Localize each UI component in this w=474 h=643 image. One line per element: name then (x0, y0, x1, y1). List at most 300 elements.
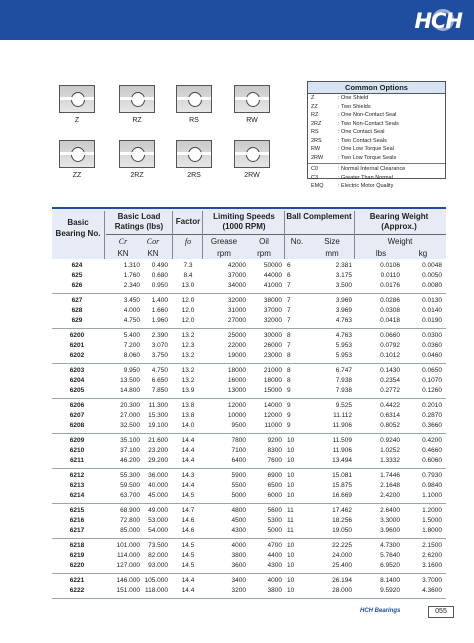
weight-kg: 0.9840 (422, 482, 442, 489)
weight-lbs: 4.7300 (380, 542, 400, 549)
ball-count: 9 (287, 402, 291, 409)
header-fo: fo (184, 237, 192, 246)
ball-count: 7 (287, 297, 291, 304)
oil-rpm: 6500 (267, 482, 282, 489)
oil-rpm: 4300 (267, 562, 282, 569)
bearing-spec-table (52, 207, 446, 599)
weight-kg: 0.1260 (422, 387, 442, 394)
ball-size: 11.509 (332, 437, 352, 444)
fo-value: 14.5 (181, 562, 195, 569)
cor-value: 0.950 (151, 282, 168, 289)
weight-kg: 0.4660 (422, 447, 442, 454)
cr-value: 114.000 (116, 552, 140, 559)
oil-rpm: 50000 (263, 262, 282, 269)
ball-size: 5.953 (335, 342, 352, 349)
weight-lbs: 6.9520 (380, 562, 400, 569)
table-row (52, 261, 446, 271)
cr-value: 55.300 (120, 472, 140, 479)
cor-value: 15.300 (148, 412, 168, 419)
grease-rpm: 18000 (227, 367, 246, 374)
option-code: RZ (311, 112, 319, 118)
bearing-type-code: 2RW (244, 172, 260, 179)
weight-lbs: 2.4200 (380, 492, 400, 499)
cr-value: 4.750 (123, 317, 140, 324)
option-row (308, 165, 445, 174)
ball-size: 7.938 (335, 377, 352, 384)
fo-value: 14.0 (181, 422, 195, 429)
fo-value: 14.4 (181, 437, 195, 444)
option-row (308, 145, 445, 154)
bearing-cross-section-icon (119, 140, 155, 168)
table-row (52, 376, 446, 386)
row-group (52, 364, 446, 399)
fo-value: 12.0 (181, 307, 195, 314)
ball-size: 13.494 (332, 457, 352, 464)
bearing-no: 629 (71, 317, 83, 324)
header-lbs: lbs (375, 249, 387, 258)
grease-rpm: 19000 (227, 352, 246, 359)
option-desc: : One Shield (338, 95, 369, 101)
oil-rpm: 23000 (263, 352, 282, 359)
header-col-divider (104, 211, 105, 259)
weight-lbs: 0.0106 (380, 262, 400, 269)
ball-size: 4.763 (335, 317, 352, 324)
grease-rpm: 7100 (231, 447, 246, 454)
weight-kg: 0.0080 (422, 282, 442, 289)
bearing-no: 624 (71, 262, 83, 269)
weight-lbs: 3.3000 (380, 517, 400, 524)
cor-value: 82.000 (148, 552, 168, 559)
oil-rpm: 5600 (267, 507, 282, 514)
bearing-cross-section-icon (176, 140, 212, 168)
header-kn1: KN (117, 249, 129, 258)
grease-rpm: 4500 (231, 517, 246, 524)
ball-size: 18.256 (332, 517, 352, 524)
weight-kg: 4.3600 (422, 587, 442, 594)
cr-value: 127.000 (116, 562, 140, 569)
page-number: 055 (428, 606, 454, 618)
option-row (308, 120, 445, 129)
ball-count: 7 (287, 342, 291, 349)
bearing-no: 626 (71, 282, 83, 289)
weight-lbs: 8.1400 (380, 577, 400, 584)
oil-rpm: 6000 (267, 492, 282, 499)
brand-logo: HCH (414, 9, 462, 33)
header-cor: Cor (146, 237, 160, 246)
cor-value: 45.000 (148, 492, 168, 499)
fo-value: 14.4 (181, 447, 195, 454)
ball-count: 7 (287, 317, 291, 324)
grease-rpm: 5500 (231, 482, 246, 489)
option-desc: : Electric Motor Quality (338, 183, 394, 189)
ball-count: 10 (287, 482, 295, 489)
cr-value: 9.950 (123, 367, 140, 374)
table-row (52, 456, 446, 466)
cor-value: 49.000 (148, 507, 168, 514)
bearing-type-figure (57, 138, 97, 182)
bearing-cross-section-icon (119, 85, 155, 113)
oil-rpm: 44000 (263, 272, 282, 279)
fo-value: 13.2 (181, 332, 195, 339)
ball-count: 8 (287, 352, 291, 359)
cr-value: 1.760 (123, 272, 140, 279)
option-row (308, 182, 445, 191)
cr-value: 8.060 (123, 352, 140, 359)
cr-value: 146.000 (116, 577, 140, 584)
weight-kg: 0.2870 (422, 412, 442, 419)
weight-lbs: 0.8052 (380, 422, 400, 429)
oil-rpm: 8300 (267, 447, 282, 454)
weight-kg: 2.6200 (422, 552, 442, 559)
option-code: 2RS (311, 137, 322, 144)
cr-value: 68.900 (120, 507, 140, 514)
footer-brand: HCH Bearings (360, 608, 401, 614)
bearing-no: 6205 (69, 387, 85, 394)
bearing-no: 6202 (69, 352, 85, 359)
grease-rpm: 6400 (231, 457, 246, 464)
weight-kg: 0.0048 (422, 262, 442, 269)
weight-lbs: 0.2354 (380, 377, 400, 384)
ball-size: 11.906 (332, 422, 352, 429)
fo-value: 13.0 (181, 282, 195, 289)
weight-kg: 1.5000 (422, 517, 442, 524)
cor-value: 29.200 (148, 457, 168, 464)
bearing-type-figure (117, 83, 157, 127)
cr-value: 63.700 (120, 492, 140, 499)
option-desc: : One Low Torque Seal (338, 146, 394, 152)
cr-value: 2.340 (123, 282, 140, 289)
table-row (52, 366, 446, 376)
ball-size: 7.938 (335, 387, 352, 394)
fo-value: 14.4 (181, 482, 195, 489)
row-group (52, 434, 446, 469)
options-divider (308, 163, 445, 164)
ball-size: 16.669 (332, 492, 352, 499)
ball-count: 9 (287, 412, 291, 419)
cr-value: 4.000 (123, 307, 140, 314)
weight-kg: 2.1500 (422, 542, 442, 549)
header-col-divider (354, 211, 355, 259)
bearing-no: 6204 (69, 377, 85, 384)
cor-value: 0.680 (151, 272, 168, 279)
header-kn2: KN (147, 249, 159, 258)
row-group (52, 539, 446, 574)
bearing-type-figure (57, 83, 97, 127)
bearing-no: 6203 (69, 367, 85, 374)
grease-rpm: 4000 (231, 542, 246, 549)
option-desc: : Normal Internal Clearance (338, 166, 406, 172)
table-row (52, 561, 446, 571)
row-group (52, 469, 446, 504)
bearing-cross-section-icon (234, 85, 270, 113)
bearing-type-figure (232, 138, 272, 182)
ball-size: 6.747 (335, 367, 352, 374)
table-row (52, 471, 446, 481)
table-row (52, 481, 446, 491)
grease-rpm: 34000 (227, 282, 246, 289)
bearing-no: 6201 (69, 342, 85, 349)
option-desc: : Two Non-Contact Seals (338, 120, 399, 127)
header-kg: kg (418, 249, 428, 258)
option-desc: : One Contact Seal (338, 129, 385, 135)
table-row (52, 296, 446, 306)
fo-value: 14.4 (181, 457, 195, 464)
cor-value: 105.000 (144, 577, 168, 584)
ball-count: 10 (287, 447, 295, 454)
option-row (308, 94, 445, 103)
weight-kg: 0.1070 (422, 377, 442, 384)
grease-rpm: 31000 (227, 307, 246, 314)
table-row (52, 331, 446, 341)
option-code: C3 (311, 174, 319, 181)
cor-value: 6.650 (151, 377, 168, 384)
option-code: EMQ (311, 183, 324, 189)
header-col-divider (202, 211, 203, 259)
cr-value: 151.000 (116, 587, 140, 594)
grease-rpm: 9500 (231, 422, 246, 429)
cr-value: 32.500 (120, 422, 140, 429)
fo-value: 14.5 (181, 552, 195, 559)
ball-count: 8 (287, 367, 291, 374)
cor-value: 2.390 (151, 332, 168, 339)
fo-value: 12.0 (181, 297, 195, 304)
ball-count: 6 (287, 272, 291, 279)
cor-value: 1.400 (151, 297, 168, 304)
bearing-no: 6207 (69, 412, 85, 419)
oil-rpm: 4400 (267, 552, 282, 559)
table-row (52, 551, 446, 561)
table-row (52, 316, 446, 326)
weight-lbs: 0.1430 (380, 367, 400, 374)
bearing-cross-section-icon (234, 140, 270, 168)
cor-value: 0.490 (151, 262, 168, 269)
oil-rpm: 6900 (267, 472, 282, 479)
grease-rpm: 3400 (231, 577, 246, 584)
header-bar (0, 0, 474, 40)
weight-lbs: 0.1012 (380, 352, 400, 359)
ball-count: 10 (287, 437, 295, 444)
ball-count: 10 (287, 552, 295, 559)
fo-value: 7.3 (183, 262, 193, 269)
header-col-divider (284, 211, 285, 259)
bearing-no: 6211 (69, 457, 85, 464)
header-weight-sub: Weight (387, 237, 413, 246)
cor-value: 23.200 (148, 447, 168, 454)
bearing-no: 6218 (69, 542, 85, 549)
grease-rpm: 37000 (227, 272, 246, 279)
oil-rpm: 9200 (267, 437, 282, 444)
bearing-no: 627 (71, 297, 83, 304)
header-no: No. (290, 237, 304, 246)
cor-value: 7.850 (151, 387, 168, 394)
row-group (52, 259, 446, 294)
fo-value: 13.8 (181, 412, 195, 419)
table-row (52, 516, 446, 526)
cr-value: 85.000 (120, 527, 140, 534)
grease-rpm: 32000 (227, 297, 246, 304)
oil-rpm: 21000 (263, 367, 282, 374)
oil-rpm: 41000 (263, 282, 282, 289)
weight-lbs: 1.7446 (380, 472, 400, 479)
cr-value: 101.000 (116, 542, 140, 549)
fo-value: 14.6 (181, 527, 195, 534)
header-divider (106, 234, 446, 235)
cr-value: 13.500 (120, 377, 140, 384)
option-row (308, 111, 445, 120)
row-group (52, 399, 446, 434)
cr-value: 27.000 (120, 412, 140, 419)
cor-value: 11.300 (148, 402, 168, 409)
header-speed: Limiting Speeds (1000 RPM) (213, 212, 275, 231)
ball-count: 11 (287, 527, 294, 534)
common-options-title: Common Options (308, 82, 445, 94)
bearing-no: 6208 (69, 422, 85, 429)
ball-size: 22.225 (332, 542, 352, 549)
bearing-no: 6220 (69, 562, 85, 569)
option-desc: : One Non-Contact Seal (338, 112, 397, 118)
oil-rpm: 32000 (263, 317, 282, 324)
ball-size: 15.875 (332, 482, 352, 489)
weight-kg: 0.0130 (422, 297, 442, 304)
oil-rpm: 5300 (267, 517, 282, 524)
weight-kg: 0.6060 (422, 457, 442, 464)
oil-rpm: 4000 (267, 577, 282, 584)
ball-size: 3.969 (335, 297, 352, 304)
bearing-type-code: RW (246, 117, 258, 124)
ball-count: 9 (287, 422, 291, 429)
grease-rpm: 16000 (227, 377, 246, 384)
oil-rpm: 15000 (263, 387, 282, 394)
bearing-no: 6219 (69, 552, 85, 559)
bearing-type-code: RZ (132, 117, 142, 124)
common-options-box (307, 81, 446, 189)
bearing-type-figure (174, 138, 214, 182)
header-weight: Bearing Weight (Approx.) (369, 212, 429, 231)
ball-count: 9 (287, 387, 291, 394)
fo-value: 13.8 (181, 402, 195, 409)
grease-rpm: 12000 (227, 402, 246, 409)
weight-lbs: 0.0176 (380, 282, 400, 289)
weight-kg: 1.8000 (422, 527, 442, 534)
fo-value: 14.4 (181, 577, 195, 584)
option-row (308, 128, 445, 137)
cr-value: 37.100 (120, 447, 140, 454)
ball-size: 9.525 (335, 402, 352, 409)
weight-kg: 0.3660 (422, 422, 442, 429)
option-desc: : Greater Than Normal (338, 174, 393, 181)
ball-size: 28.000 (332, 587, 352, 594)
header-rpm1: rpm (217, 249, 231, 258)
oil-rpm: 7600 (267, 457, 282, 464)
grease-rpm: 3800 (231, 552, 246, 559)
ball-size: 17.462 (332, 507, 352, 514)
ball-size: 2.381 (335, 262, 352, 269)
weight-lbs: 0.0308 (380, 307, 400, 314)
ball-size: 24.000 (332, 552, 352, 559)
bearing-no: 6221 (69, 577, 85, 584)
ball-count: 10 (287, 472, 295, 479)
weight-lbs: 0.0792 (380, 342, 400, 349)
header-oil: Oil (259, 237, 269, 246)
grease-rpm: 27000 (227, 317, 246, 324)
cr-value: 14.800 (120, 387, 140, 394)
fo-value: 14.5 (181, 492, 195, 499)
ball-count: 11 (287, 517, 294, 524)
weight-kg: 0.0140 (422, 307, 442, 314)
option-desc: : Two Low Torque Seals (338, 154, 397, 161)
oil-rpm: 11000 (264, 422, 282, 429)
table-row (52, 411, 446, 421)
weight-lbs: 2.1648 (380, 482, 400, 489)
cr-value: 72.800 (120, 517, 140, 524)
bearing-no: 6206 (69, 402, 85, 409)
oil-rpm: 14000 (263, 402, 282, 409)
weight-lbs: 0.0660 (380, 332, 400, 339)
option-code: ZZ (311, 103, 318, 110)
cor-value: 1.960 (151, 317, 168, 324)
weight-lbs: 0.6314 (380, 412, 400, 419)
fo-value: 12.3 (181, 342, 195, 349)
ball-size: 11.112 (333, 412, 352, 419)
bearing-type-code: RS (189, 117, 199, 124)
weight-kg: 1.2000 (422, 507, 442, 514)
cor-value: 93.000 (148, 562, 168, 569)
weight-kg: 0.0360 (422, 342, 442, 349)
header-cr: Cr (118, 237, 128, 246)
bearing-type-figure (117, 138, 157, 182)
weight-lbs: 0.2772 (380, 387, 400, 394)
ball-size: 5.953 (335, 352, 352, 359)
weight-kg: 3.1600 (422, 562, 442, 569)
ball-count: 10 (287, 587, 295, 594)
fo-value: 14.4 (181, 587, 195, 594)
bearing-no: 6216 (69, 517, 85, 524)
grease-rpm: 5900 (231, 472, 246, 479)
fo-value: 13.2 (181, 367, 195, 374)
cor-value: 3.070 (151, 342, 168, 349)
option-code: 2RW (311, 154, 324, 161)
weight-kg: 0.0300 (422, 332, 442, 339)
oil-rpm: 12000 (263, 412, 282, 419)
bearing-no: 6215 (69, 507, 85, 514)
grease-rpm: 25000 (227, 332, 246, 339)
weight-lbs: 1.0252 (380, 447, 400, 454)
row-group (52, 329, 446, 364)
bearing-type-code: 2RZ (130, 172, 144, 179)
grease-rpm: 22000 (227, 342, 246, 349)
option-row (308, 174, 445, 183)
fo-value: 13.2 (181, 352, 195, 359)
cor-value: 54.000 (148, 527, 168, 534)
bearing-type-code: ZZ (72, 172, 82, 179)
ball-size: 3.175 (335, 272, 352, 279)
ball-count: 8 (287, 332, 291, 339)
header-factor: Factor (175, 217, 201, 226)
cr-value: 5.400 (123, 332, 140, 339)
table-row (52, 401, 446, 411)
weight-kg: 0.2010 (422, 402, 442, 409)
bearing-no: 6222 (69, 587, 85, 594)
table-row (52, 436, 446, 446)
weight-kg: 0.0190 (422, 317, 442, 324)
bearing-no: 6217 (69, 527, 85, 534)
ball-size: 4.763 (335, 332, 352, 339)
header-ball: Ball Complement (286, 212, 352, 221)
bearing-type-code: 2RS (187, 172, 201, 179)
option-row (308, 103, 445, 112)
weight-lbs: 0.9240 (380, 437, 400, 444)
ball-count: 11 (287, 507, 294, 514)
